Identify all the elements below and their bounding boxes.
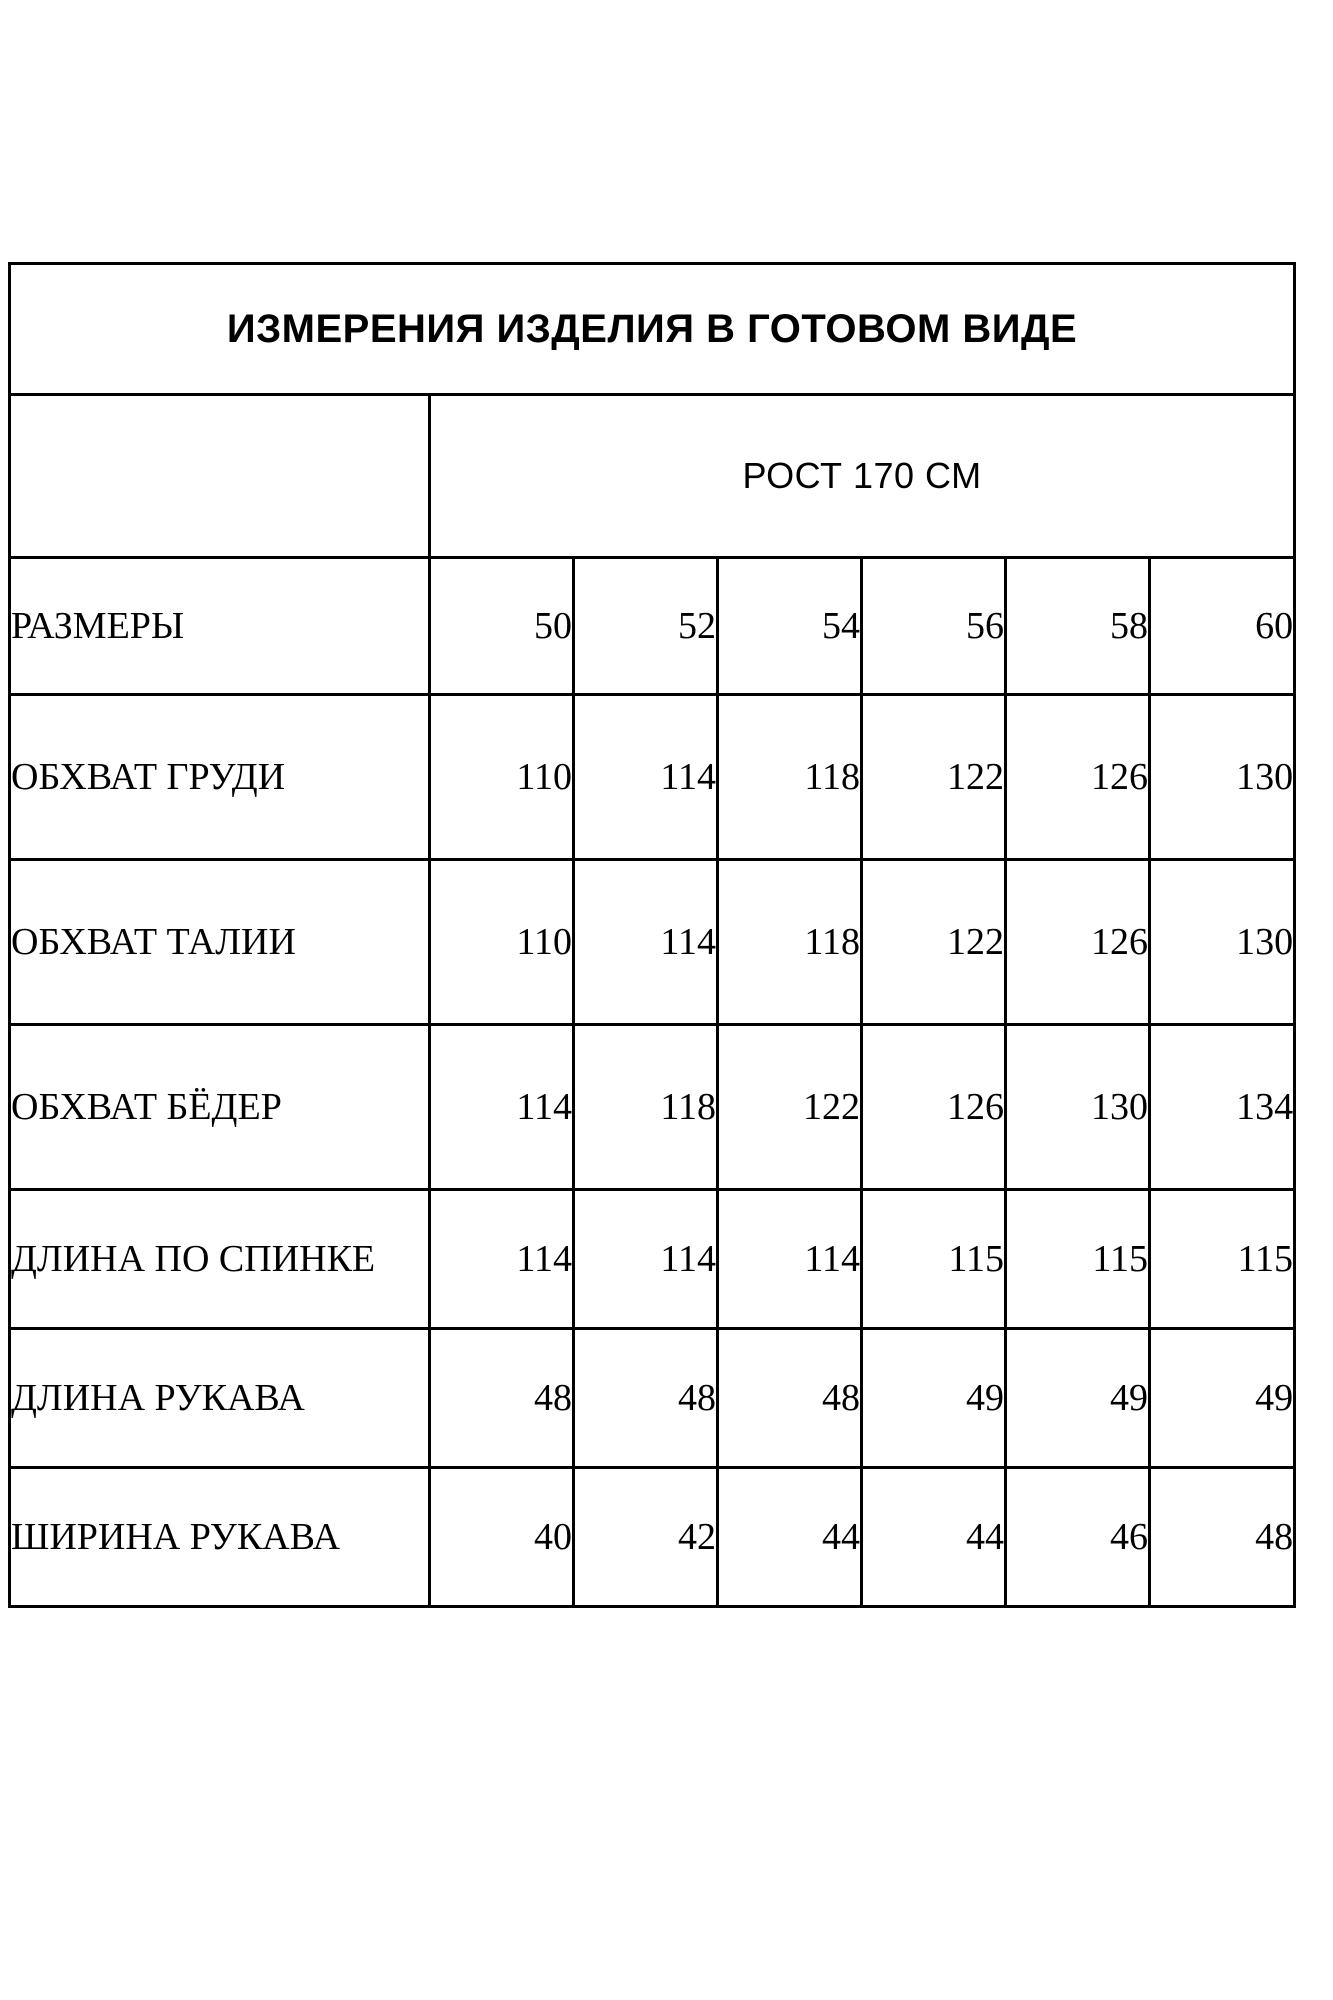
table-cell: 114 [574,1190,718,1329]
table-row [10,1025,1295,1190]
table-row [10,695,1295,860]
table-cell: 49 [1006,1329,1150,1468]
table-cell: 48 [574,1329,718,1468]
row-label: ШИРИНА РУКАВА [10,1468,430,1607]
table-cell: 122 [718,1025,862,1190]
row-label: ДЛИНА РУКАВА [10,1329,430,1468]
table-cell: 118 [718,860,862,1025]
table-row [10,1190,1295,1329]
table-cell: 110 [430,695,574,860]
size-header-cell: 58 [1006,558,1150,695]
page-title: ИЗМЕРЕНИЯ ИЗДЕЛИЯ В ГОТОВОМ ВИДЕ [10,264,1295,395]
row-label: ОБХВАТ ТАЛИИ [10,860,430,1025]
table-cell: 114 [574,860,718,1025]
height-group-row [10,395,1295,558]
size-header-cell: 54 [718,558,862,695]
table-cell: 110 [430,860,574,1025]
table-cell: 115 [1150,1190,1295,1329]
size-header-cell: 50 [430,558,574,695]
table-cell: 134 [1150,1025,1295,1190]
table-cell: 130 [1150,695,1295,860]
table-cell: 126 [1006,860,1150,1025]
table-row [10,860,1295,1025]
table-cell: 114 [430,1025,574,1190]
table-cell: 48 [718,1329,862,1468]
table-cell: 130 [1006,1025,1150,1190]
table-row [10,1468,1295,1607]
size-header-cell: 56 [862,558,1006,695]
table-cell: 49 [1150,1329,1295,1468]
row-label: ОБХВАТ БЁДЕР [10,1025,430,1190]
size-table-container [8,262,1293,1608]
table-cell: 40 [430,1468,574,1607]
size-header-cell: 52 [574,558,718,695]
table-cell: 42 [574,1468,718,1607]
table-cell: 118 [718,695,862,860]
table-row-sizes [10,558,1295,695]
table-cell: 122 [862,695,1006,860]
size-table [8,262,1296,1608]
empty-corner-cell [10,395,430,558]
table-cell: 114 [430,1190,574,1329]
row-label: ОБХВАТ ГРУДИ [10,695,430,860]
table-cell: 118 [574,1025,718,1190]
row-label-sizes: РАЗМЕРЫ [10,558,430,695]
table-cell: 46 [1006,1468,1150,1607]
table-row [10,1329,1295,1468]
table-cell: 48 [1150,1468,1295,1607]
height-group-label: РОСТ 170 СМ [430,395,1295,558]
table-cell: 115 [862,1190,1006,1329]
table-cell: 48 [430,1329,574,1468]
table-cell: 49 [862,1329,1006,1468]
table-cell: 44 [862,1468,1006,1607]
size-header-cell: 60 [1150,558,1295,695]
table-cell: 114 [718,1190,862,1329]
table-cell: 122 [862,860,1006,1025]
table-cell: 44 [718,1468,862,1607]
table-title-row [10,264,1295,395]
table-cell: 126 [862,1025,1006,1190]
table-cell: 115 [1006,1190,1150,1329]
table-cell: 114 [574,695,718,860]
table-cell: 126 [1006,695,1150,860]
table-cell: 130 [1150,860,1295,1025]
row-label: ДЛИНА ПО СПИНКЕ [10,1190,430,1329]
